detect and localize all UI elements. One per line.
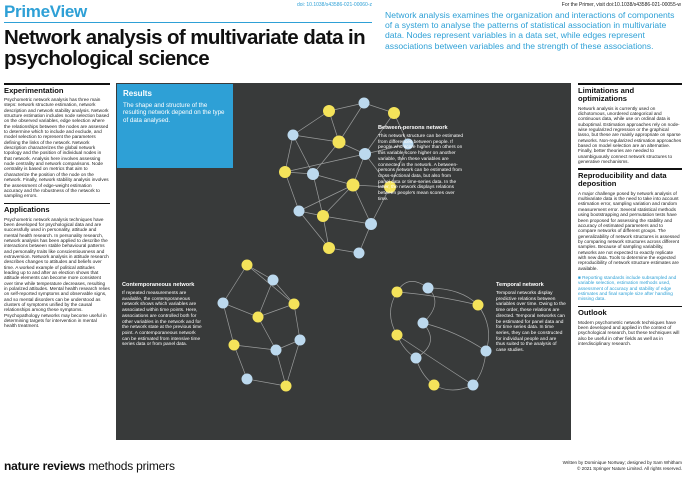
credit-authors: Written by Dominique Nortway; designed by Sam Whitham bbox=[562, 460, 682, 465]
results-text: The shape and structure of the resulting network depend on the type of data analysed. bbox=[123, 102, 225, 124]
limitations-body: Network analysis is currently used on dichotomous, unordered categorical and continuous data, while use on ordinal data is suboptimal. Estimation approaches rely on node-wise regularized regression or the graphical lasso, but these are mainly appropriate on sparse networks. Non-regularized estimation approaches based on model selection are an alternative. Finally, better theories are needed to unambiguously connect network structures to generative mechanisms. bbox=[578, 105, 682, 164]
brand-rule bbox=[4, 22, 372, 23]
reporting-standards-text: Reporting standards include subsampled and variable selection, estimation methods used, assessment of accuracy and stability of edge estimates and final sample size after handling missing data. bbox=[578, 274, 677, 302]
section-rule bbox=[578, 306, 682, 308]
temporal-caption bbox=[496, 282, 566, 354]
results-heading: Results bbox=[123, 89, 152, 98]
results-callout bbox=[117, 84, 233, 168]
between-persons-caption bbox=[378, 125, 464, 202]
summary-text: Network analysis examines the organization and interactions of components of a system to analyse the patterns of statistical association in multivariate data. Nodes represent variables in a data set, while edges represent associations between variables and the strength of these associations. bbox=[385, 10, 675, 51]
between-persons-heading: Between-persons network bbox=[378, 125, 448, 131]
contemporaneous-body: If repeated measurements are available, the contemporaneous network shows which variables are associated within time points. Here, associations are controlled both for other variables in the network and for the network state at the previous time point. A contemporaneous network can be estimated from intensive time series data or from panel data. bbox=[122, 291, 202, 348]
applications-body: Psychometric network analysis techniques have been developed for psychological data and are successfully used in personality, attitude and mental health research. In personality research, network analysis has been applied to describe the interactions between stable behavioural patterns and personality traits like conscientiousness and extraversion. Network analysis in attitude research describes changes to attitudes and beliefs over time. A worked example of political attitudes leading up to and after an election shows that attitude elements can become more consistent over time while temperature decreases, resulting in polarized attitudes. Mental health research relies on self-reported symptoms and observable signs, and so mental disorders can be understood as clusters of symptoms unified by the causal relationships among these symptoms. Psychopathology networks may become useful in determining targets for intervention in mental health treatment. bbox=[4, 216, 110, 329]
temporal-network bbox=[391, 281, 489, 390]
experimentation-heading: Experimentation bbox=[4, 85, 64, 95]
left-column bbox=[4, 83, 110, 333]
journal-logo-light: methods primers bbox=[88, 459, 175, 473]
section-rule bbox=[578, 168, 682, 170]
between-persons-body: This network structure can be estimated from differences between people. If people who score higher than others on this variable score higher on another variable, then these variables are connected in the network. A between-persons network can be estimated from cross-sectional data, but also from panel data or time-series data. In the latter, the network displays relations between people's mean scores over time. bbox=[378, 134, 464, 202]
outlook-body: Modern psychometric network techniques have been developed and applied in the context of psychological research, but these techniques will also be useful in other fields as well as in interdisciplinary research. bbox=[578, 319, 680, 347]
outlook-heading: Outlook bbox=[578, 308, 607, 318]
experimentation-body: Psychometric network analysis has three main steps: network structure estimation, network description and network stability analysis. Network structure estimation includes node selection based on the observed variables, edge selection where the relationships between the nodes are assessed to determine which to include and exclude, and model selection to represent the parameters defining the links of the network. Network description characterizes the global network topology and the position of individual nodes in that network. Analysis here involves assessing node centrality and network comparisons. Node centrality is based on metrics that aim to characterize the position of the node on the network. Finally, network stability analysis involves the assessment of edge-weight estimation accuracy and the robustness of the network to sampling errors. bbox=[4, 97, 110, 199]
contemporaneous-network bbox=[223, 265, 300, 386]
temporal-heading: Temporal network bbox=[496, 282, 544, 288]
right-column bbox=[578, 83, 682, 350]
reproducibility-body: A major challenge posed by network analysis of multivariate data is the need to take into account estimation error, sampling variation and random measurement error. Several statistical methods using bootstrapping and permutation tests have been proposed for assessing the stability and accuracy of estimated parameters and to compare networks of different groups. The generalizability of network structures is assessed by comparing network structures across different samples. Because of sampling variability, networks are not expected to exactly replicate with new data. Tools to determine the expected reproducibility of network structure estimates are available. bbox=[578, 190, 680, 271]
doi-link[interactable]: doi: 10.1038/s43586-021-00060-z bbox=[296, 2, 372, 8]
contemporaneous-caption bbox=[122, 282, 204, 348]
journal-logo-bold: nature reviews bbox=[4, 459, 86, 473]
limitations-heading: Limitations and optimizations bbox=[578, 85, 635, 103]
temporal-nodes bbox=[392, 283, 492, 391]
primer-citation[interactable]: For the Primer, visit doi:10.1038/s43586-021-00055-w bbox=[561, 2, 681, 8]
credits bbox=[500, 460, 682, 472]
page-title: Network analysis of multivariate data in psychological science bbox=[4, 26, 366, 70]
contemporaneous-nodes bbox=[218, 260, 306, 392]
journal-logo bbox=[4, 459, 175, 473]
brand-title: PrimeView bbox=[4, 2, 87, 21]
applications-heading: Applications bbox=[4, 205, 50, 215]
section-rule bbox=[578, 83, 682, 85]
credit-copyright: © 2021 Springer Nature Limited. All rights reserved. bbox=[576, 466, 682, 471]
section-rule bbox=[4, 203, 110, 205]
reporting-standards-note: ■ Reporting standards include subsampled and variable selection, estimation methods used, assessment of accuracy and stability of edge estimates and final sample size after handling missing data. bbox=[578, 274, 677, 302]
contemporaneous-heading: Contemporaneous network bbox=[122, 282, 195, 288]
temporal-body: Temporal networks display predictive relations between variables over time. Owing to the time order, these relations are directed. Temporal networks can be estimated for panel data and for time series data. In time series, they can be constructed for individual people and are thus suited to the analysis of case studies. bbox=[496, 291, 566, 354]
results-panel bbox=[116, 83, 571, 440]
reproducibility-heading: Reproducibility and data deposition bbox=[578, 170, 667, 189]
section-rule bbox=[4, 83, 110, 85]
